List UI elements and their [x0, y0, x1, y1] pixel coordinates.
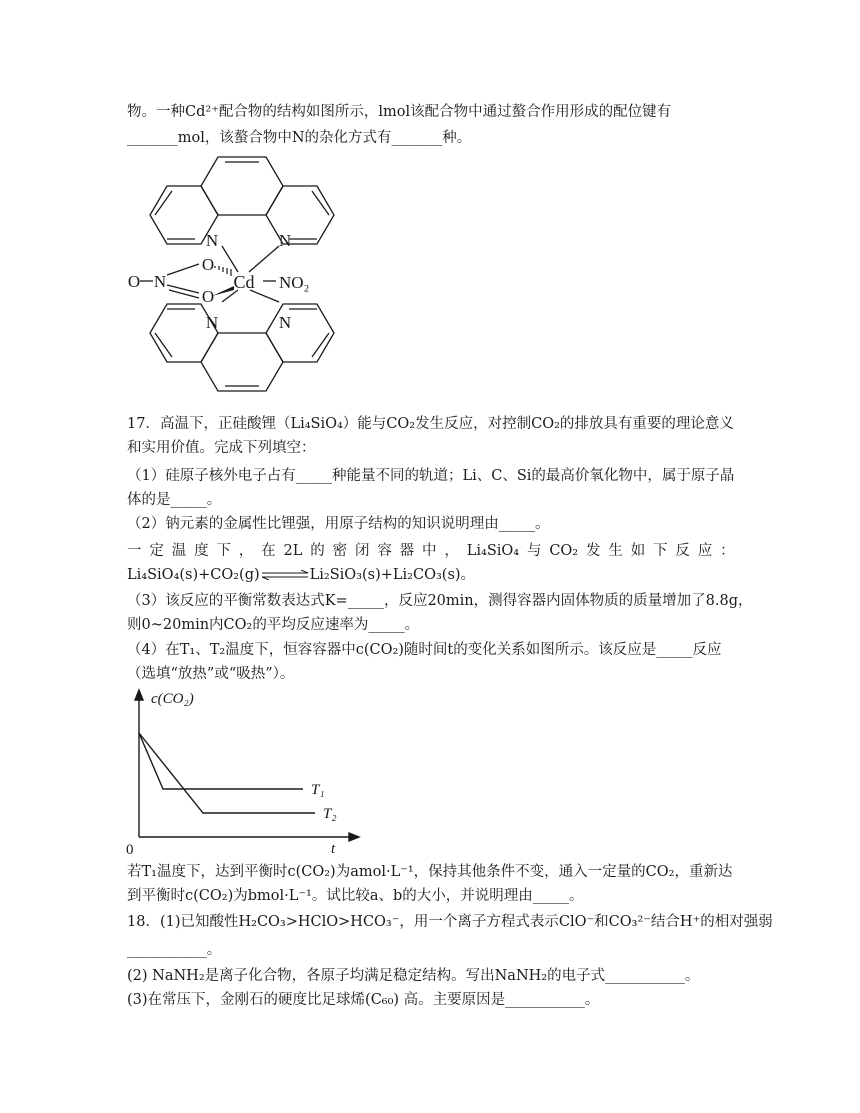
n-atom-bottom-right: N — [278, 313, 292, 332]
x-axis-arrow-icon — [349, 833, 359, 841]
y-axis-arrow-icon — [135, 690, 143, 700]
q17-line-6: 一 定 温 度 下 ， 在 2L 的 密 闭 容 器 中 ， Li₄SiO₄ 与 CO₂ 发 生 如 下 反 应 ： — [127, 543, 735, 559]
q17-line-5: （2）钠元素的金属性比锂强，用原子结构的知识说明理由_____。 — [127, 516, 550, 532]
legend-t2: T₂ — [323, 806, 337, 822]
o-atom-upper: O — [201, 255, 215, 274]
n-atom-bottom-left: N — [205, 313, 219, 332]
q17-line-7-equation: Li₄SiO₄(s)+CO₂(g) Li₂SiO₃(s)+Li₂CO₃(s)。 — [127, 567, 476, 583]
q18-line-3: (2) NaNH₂是离子化合物，各原子均满足稳定结构。写出NaNH₂的电子式___________。 — [127, 968, 700, 984]
q18-line-1: 18．(1)已知酸性H₂CO₃>HClO>HCO₃⁻，用一个离子方程式表示ClO⁻和CO₃²⁻结合H⁺的相对强弱 — [127, 914, 773, 930]
n-atom-top-right: N — [278, 231, 292, 250]
curve-t1 — [139, 733, 303, 789]
q16-line-2: _______mol，该螯合物中N的杂化方式有_______种。 — [127, 130, 472, 146]
q17-line-11: （选填“放热”或“吸热”）。 — [127, 666, 295, 682]
cd-complex-structure — [120, 150, 350, 400]
q17-line-10: （4）在T₁、T₂温度下，恒容容器中c(CO₂)随时间t的变化关系如图所示。该反应是_____反应 — [127, 642, 722, 658]
q16-line-1: 物。一种Cd²⁺配合物的结构如图所示，lmol该配合物中通过螯合作用形成的配位键有 — [127, 104, 672, 120]
cd-metal-center: Cd — [233, 272, 255, 292]
q17-line-3: （1）硅原子核外电子占有_____种能量不同的轨道；Li、C、Si的最高价氧化物中，属于原子晶 — [127, 468, 735, 484]
concentration-time-graph — [125, 686, 365, 858]
q17-line-4: 体的是_____。 — [127, 492, 222, 508]
q17-line-9: 则0~20min内CO₂的平均反应速率为_____。 — [127, 617, 420, 633]
x-axis-label: t — [331, 841, 336, 857]
q17-line-13: 到平衡时c(CO₂)为bmol·L⁻¹。试比较a、b的大小，并说明理由_____。 — [127, 888, 584, 904]
legend-t1: T₁ — [311, 782, 325, 798]
q17-line-8: （3）该反应的平衡常数表达式K=_____，反应20min，测得容器内固体物质的质量增加了8.8g， — [127, 593, 753, 609]
n-atom-top-left: N — [205, 231, 219, 250]
o-atom-lower: O — [201, 287, 215, 306]
q18-line-4: (3)在常压下，金刚石的硬度比足球烯(C₆₀) 高。主要原因是___________。 — [127, 992, 600, 1008]
q17-line-1: 17．高温下，正硅酸锂（Li₄SiO₄）能与CO₂发生反应，对控制CO₂的排放具有重要的理论意义 — [127, 416, 734, 432]
q17-line-2: 和实用价值。完成下列填空： — [127, 440, 316, 456]
origin-label: 0 — [126, 842, 134, 858]
curve-t2 — [139, 733, 315, 813]
y-axis-label: c(CO₂) — [151, 691, 194, 707]
no2-ligand: NO₂ — [279, 273, 310, 292]
q18-line-2: ___________。 — [127, 942, 222, 958]
equilibrium-arrow-icon — [260, 570, 310, 580]
n-atom-nitrite: N — [153, 272, 167, 291]
o-atom-terminal: O — [127, 272, 141, 291]
q17-line-12: 若T₁温度下，达到平衡时c(CO₂)为amol·L⁻¹，保持其他条件不变，通入一定量的CO₂，重新达 — [127, 864, 733, 880]
